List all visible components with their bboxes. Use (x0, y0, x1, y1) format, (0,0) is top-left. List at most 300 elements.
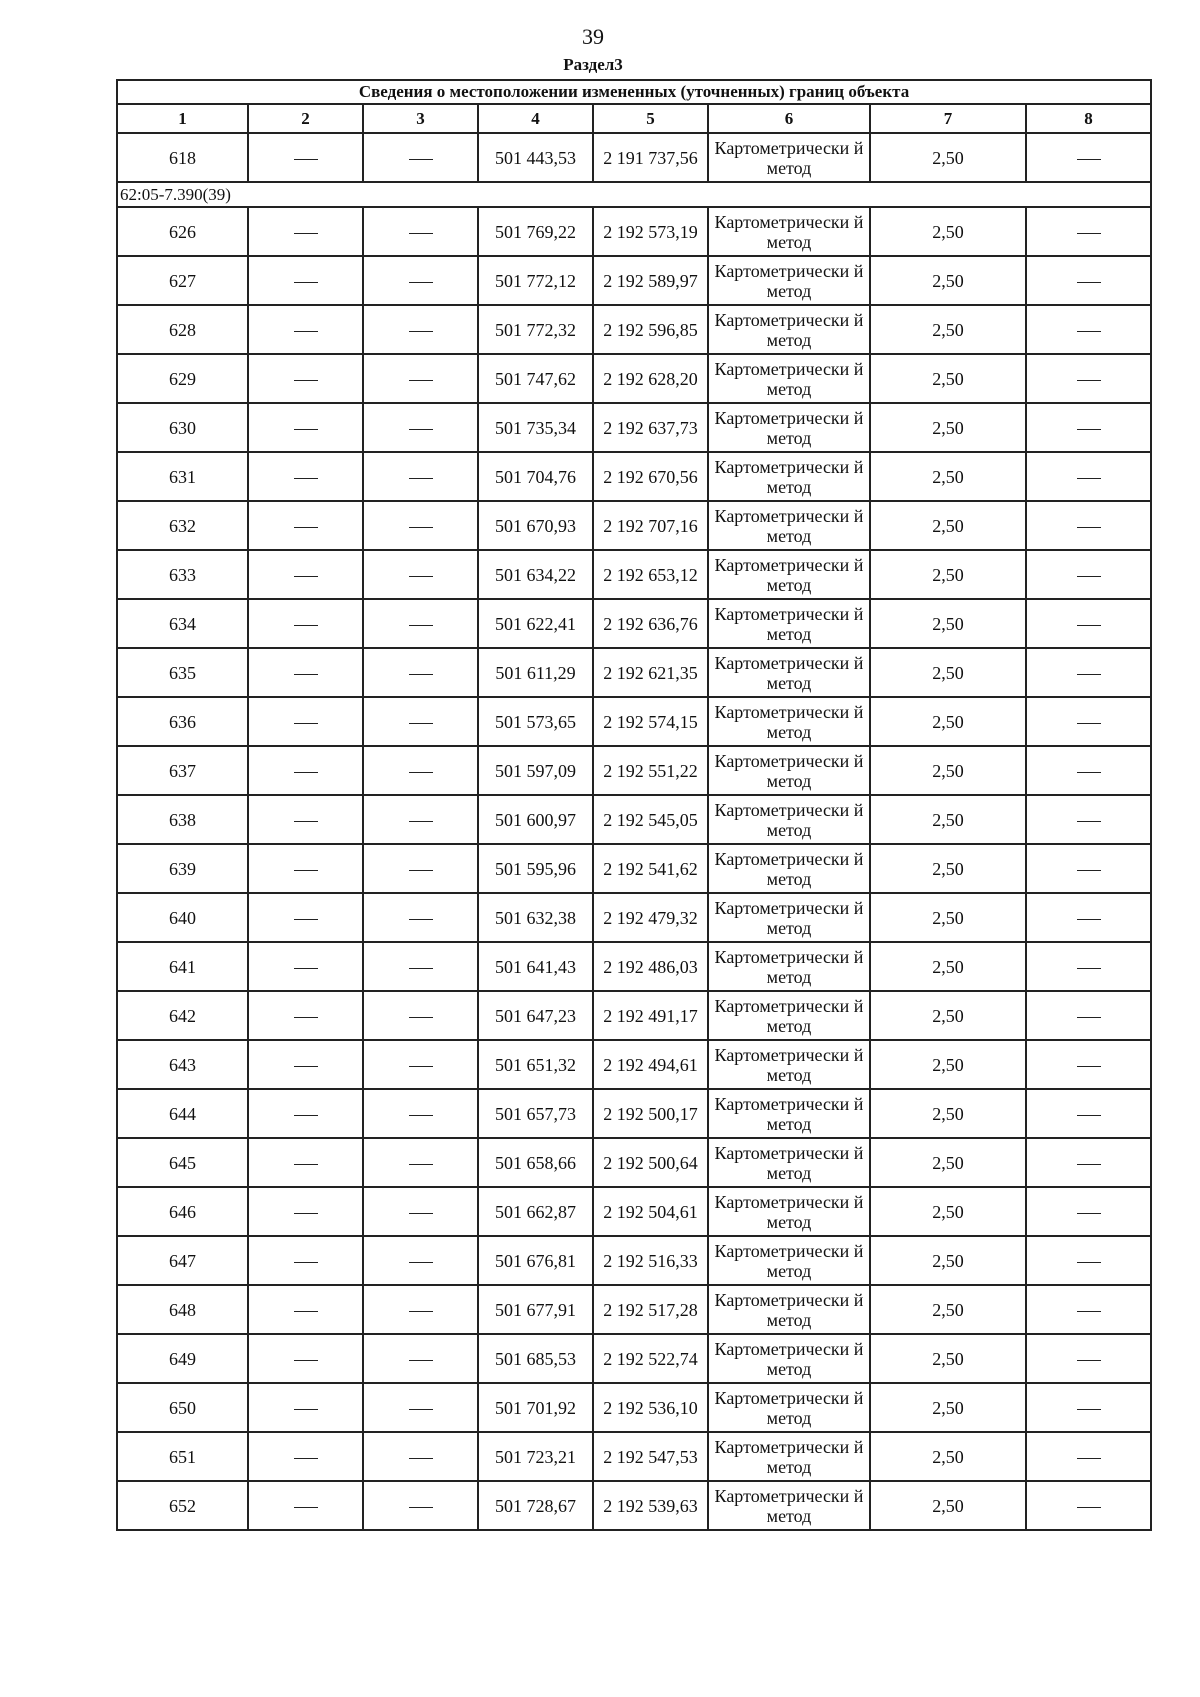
col8-value-cell (1026, 1383, 1151, 1432)
accuracy-cell: 2,50 (870, 133, 1026, 182)
dash-mark (409, 1311, 433, 1312)
point-number-cell: 633 (117, 550, 248, 599)
col8-value-cell (1026, 1089, 1151, 1138)
accuracy-cell: 2,50 (870, 1334, 1026, 1383)
table-row (117, 403, 1151, 452)
col2-value-cell (248, 648, 363, 697)
y-coordinate-cell: 2 192 596,85 (593, 305, 708, 354)
accuracy-cell: 2,50 (870, 1432, 1026, 1481)
method-cell: Картометрически й метод (708, 1236, 870, 1285)
column-header: 1 (117, 104, 248, 133)
accuracy-cell: 2,50 (870, 550, 1026, 599)
accuracy-cell: 2,50 (870, 1481, 1026, 1530)
col2-value-cell (248, 795, 363, 844)
table-row (117, 1040, 1151, 1089)
y-coordinate-cell: 2 192 621,35 (593, 648, 708, 697)
dash-mark (409, 1262, 433, 1263)
x-coordinate-cell: 501 622,41 (478, 599, 593, 648)
method-cell: Картометрически й метод (708, 256, 870, 305)
table-row (117, 207, 1151, 256)
dash-mark (409, 968, 433, 969)
dash-mark (1077, 1507, 1101, 1508)
col2-value-cell (248, 1285, 363, 1334)
accuracy-cell: 2,50 (870, 1236, 1026, 1285)
table-row (117, 1089, 1151, 1138)
table-title-row (117, 80, 1151, 104)
col2-value-cell (248, 1481, 363, 1530)
x-coordinate-cell: 501 657,73 (478, 1089, 593, 1138)
table-row (117, 1432, 1151, 1481)
accuracy-cell: 2,50 (870, 1089, 1026, 1138)
accuracy-cell: 2,50 (870, 599, 1026, 648)
accuracy-cell: 2,50 (870, 942, 1026, 991)
column-header: 2 (248, 104, 363, 133)
col2-value-cell (248, 1383, 363, 1432)
point-number-cell: 626 (117, 207, 248, 256)
x-coordinate-cell: 501 769,22 (478, 207, 593, 256)
y-coordinate-cell: 2 192 536,10 (593, 1383, 708, 1432)
x-coordinate-cell: 501 651,32 (478, 1040, 593, 1089)
table-row (117, 795, 1151, 844)
column-header: 3 (363, 104, 478, 133)
col8-value-cell (1026, 844, 1151, 893)
y-coordinate-cell: 2 192 589,97 (593, 256, 708, 305)
page-number: 39 (582, 24, 604, 49)
table-row (117, 1481, 1151, 1530)
col2-value-cell (248, 1432, 363, 1481)
col2-value-cell (248, 942, 363, 991)
method-cell: Картометрически й метод (708, 1481, 870, 1530)
table-row (117, 1334, 1151, 1383)
table-row (117, 1187, 1151, 1236)
dash-mark (294, 429, 318, 430)
y-coordinate-cell: 2 192 516,33 (593, 1236, 708, 1285)
col8-value-cell (1026, 991, 1151, 1040)
x-coordinate-cell: 501 728,67 (478, 1481, 593, 1530)
point-number-cell: 650 (117, 1383, 248, 1432)
column-header: 6 (708, 104, 870, 133)
dash-mark (294, 331, 318, 332)
method-cell: Картометрически й метод (708, 305, 870, 354)
col3-value-cell (363, 1089, 478, 1138)
col2-value-cell (248, 207, 363, 256)
table-row (117, 746, 1151, 795)
col8-value-cell (1026, 354, 1151, 403)
accuracy-cell: 2,50 (870, 403, 1026, 452)
dash-mark (1077, 282, 1101, 283)
dash-mark (294, 919, 318, 920)
point-number-cell: 637 (117, 746, 248, 795)
table-row (117, 133, 1151, 182)
dash-mark (294, 870, 318, 871)
y-coordinate-cell: 2 192 500,17 (593, 1089, 708, 1138)
dash-mark (294, 1066, 318, 1067)
table-row (117, 550, 1151, 599)
col2-value-cell (248, 403, 363, 452)
dash-mark (1077, 429, 1101, 430)
col8-value-cell (1026, 697, 1151, 746)
x-coordinate-cell: 501 676,81 (478, 1236, 593, 1285)
col8-value-cell (1026, 1187, 1151, 1236)
x-coordinate-cell: 501 677,91 (478, 1285, 593, 1334)
dash-mark (409, 576, 433, 577)
col8-value-cell (1026, 501, 1151, 550)
x-coordinate-cell: 501 595,96 (478, 844, 593, 893)
dash-mark (409, 1409, 433, 1410)
col2-value-cell (248, 1138, 363, 1187)
y-coordinate-cell: 2 192 545,05 (593, 795, 708, 844)
accuracy-cell: 2,50 (870, 207, 1026, 256)
dash-mark (409, 1164, 433, 1165)
point-number-cell: 627 (117, 256, 248, 305)
dash-mark (1077, 380, 1101, 381)
x-coordinate-cell: 501 600,97 (478, 795, 593, 844)
accuracy-cell: 2,50 (870, 1138, 1026, 1187)
point-number-cell: 644 (117, 1089, 248, 1138)
col8-value-cell (1026, 599, 1151, 648)
point-number-cell: 649 (117, 1334, 248, 1383)
x-coordinate-cell: 501 701,92 (478, 1383, 593, 1432)
col2-value-cell (248, 501, 363, 550)
dash-mark (294, 159, 318, 160)
method-cell: Картометрически й метод (708, 354, 870, 403)
col3-value-cell (363, 1187, 478, 1236)
dash-mark (294, 380, 318, 381)
dash-mark (1077, 478, 1101, 479)
x-coordinate-cell: 501 611,29 (478, 648, 593, 697)
y-coordinate-cell: 2 192 541,62 (593, 844, 708, 893)
dash-mark (409, 1507, 433, 1508)
dash-mark (1077, 968, 1101, 969)
dash-mark (1077, 233, 1101, 234)
y-coordinate-cell: 2 192 539,63 (593, 1481, 708, 1530)
dash-mark (294, 1360, 318, 1361)
col3-value-cell (363, 1481, 478, 1530)
col3-value-cell (363, 746, 478, 795)
method-cell: Картометрически й метод (708, 1383, 870, 1432)
point-number-cell: 640 (117, 893, 248, 942)
point-number-cell: 648 (117, 1285, 248, 1334)
col8-value-cell (1026, 305, 1151, 354)
column-header: 4 (478, 104, 593, 133)
accuracy-cell: 2,50 (870, 795, 1026, 844)
dash-mark (1077, 576, 1101, 577)
col2-value-cell (248, 991, 363, 1040)
dash-mark (294, 968, 318, 969)
dash-mark (294, 1409, 318, 1410)
y-coordinate-cell: 2 192 574,15 (593, 697, 708, 746)
dash-mark (294, 723, 318, 724)
accuracy-cell: 2,50 (870, 305, 1026, 354)
col2-value-cell (248, 354, 363, 403)
dash-mark (1077, 1409, 1101, 1410)
accuracy-cell: 2,50 (870, 893, 1026, 942)
col2-value-cell (248, 133, 363, 182)
y-coordinate-cell: 2 192 707,16 (593, 501, 708, 550)
col3-value-cell (363, 991, 478, 1040)
x-coordinate-cell: 501 735,34 (478, 403, 593, 452)
col8-value-cell (1026, 1236, 1151, 1285)
x-coordinate-cell: 501 723,21 (478, 1432, 593, 1481)
dash-mark (409, 159, 433, 160)
dash-mark (1077, 1115, 1101, 1116)
method-cell: Картометрически й метод (708, 991, 870, 1040)
x-coordinate-cell: 501 597,09 (478, 746, 593, 795)
y-coordinate-cell: 2 192 522,74 (593, 1334, 708, 1383)
x-coordinate-cell: 501 658,66 (478, 1138, 593, 1187)
column-header: 8 (1026, 104, 1151, 133)
dash-mark (1077, 919, 1101, 920)
y-coordinate-cell: 2 192 628,20 (593, 354, 708, 403)
y-coordinate-cell: 2 191 737,56 (593, 133, 708, 182)
boundary-table (116, 79, 1152, 1531)
method-cell: Картометрически й метод (708, 795, 870, 844)
dash-mark (294, 1262, 318, 1263)
accuracy-cell: 2,50 (870, 648, 1026, 697)
x-coordinate-cell: 501 670,93 (478, 501, 593, 550)
dash-mark (294, 282, 318, 283)
col3-value-cell (363, 1138, 478, 1187)
method-cell: Картометрически й метод (708, 452, 870, 501)
x-coordinate-cell: 501 641,43 (478, 942, 593, 991)
table-row (117, 1383, 1151, 1432)
point-number-cell: 628 (117, 305, 248, 354)
y-coordinate-cell: 2 192 479,32 (593, 893, 708, 942)
accuracy-cell: 2,50 (870, 1187, 1026, 1236)
col3-value-cell (363, 207, 478, 256)
dash-mark (294, 1213, 318, 1214)
col8-value-cell (1026, 795, 1151, 844)
y-coordinate-cell: 2 192 517,28 (593, 1285, 708, 1334)
method-cell: Картометрически й метод (708, 550, 870, 599)
col3-value-cell (363, 550, 478, 599)
col3-value-cell (363, 133, 478, 182)
dash-mark (409, 1458, 433, 1459)
col8-value-cell (1026, 942, 1151, 991)
point-number-cell: 629 (117, 354, 248, 403)
table-title: Сведения о местоположении измененных (уточненных) границ объекта (117, 80, 1151, 104)
x-coordinate-cell: 501 634,22 (478, 550, 593, 599)
table-row (117, 1138, 1151, 1187)
table-row (117, 256, 1151, 305)
col8-value-cell (1026, 746, 1151, 795)
table-row (117, 893, 1151, 942)
point-number-cell: 618 (117, 133, 248, 182)
y-coordinate-cell: 2 192 547,53 (593, 1432, 708, 1481)
table-row (117, 354, 1151, 403)
point-number-cell: 647 (117, 1236, 248, 1285)
point-number-cell: 641 (117, 942, 248, 991)
dash-mark (1077, 870, 1101, 871)
method-cell: Картометрически й метод (708, 1187, 870, 1236)
y-coordinate-cell: 2 192 551,22 (593, 746, 708, 795)
method-cell: Картометрически й метод (708, 501, 870, 550)
col3-value-cell (363, 599, 478, 648)
column-header: 7 (870, 104, 1026, 133)
x-coordinate-cell: 501 772,32 (478, 305, 593, 354)
dash-mark (294, 625, 318, 626)
point-number-cell: 638 (117, 795, 248, 844)
x-coordinate-cell: 501 747,62 (478, 354, 593, 403)
col2-value-cell (248, 1236, 363, 1285)
dash-mark (294, 1164, 318, 1165)
dash-mark (409, 233, 433, 234)
y-coordinate-cell: 2 192 670,56 (593, 452, 708, 501)
dash-mark (1077, 821, 1101, 822)
column-header: 5 (593, 104, 708, 133)
method-cell: Картометрически й метод (708, 133, 870, 182)
dash-mark (409, 282, 433, 283)
table-row (117, 942, 1151, 991)
y-coordinate-cell: 2 192 491,17 (593, 991, 708, 1040)
dash-mark (1077, 674, 1101, 675)
col8-value-cell (1026, 452, 1151, 501)
accuracy-cell: 2,50 (870, 844, 1026, 893)
accuracy-cell: 2,50 (870, 1285, 1026, 1334)
table-row (117, 991, 1151, 1040)
col2-value-cell (248, 599, 363, 648)
accuracy-cell: 2,50 (870, 256, 1026, 305)
col2-value-cell (248, 697, 363, 746)
col2-value-cell (248, 1040, 363, 1089)
col8-value-cell (1026, 403, 1151, 452)
dash-mark (409, 625, 433, 626)
dash-mark (1077, 723, 1101, 724)
accuracy-cell: 2,50 (870, 991, 1026, 1040)
x-coordinate-cell: 501 772,12 (478, 256, 593, 305)
dash-mark (294, 576, 318, 577)
accuracy-cell: 2,50 (870, 501, 1026, 550)
table-row (117, 599, 1151, 648)
col8-value-cell (1026, 1432, 1151, 1481)
accuracy-cell: 2,50 (870, 746, 1026, 795)
method-cell: Картометрически й метод (708, 844, 870, 893)
x-coordinate-cell: 501 685,53 (478, 1334, 593, 1383)
y-coordinate-cell: 2 192 486,03 (593, 942, 708, 991)
dash-mark (409, 1115, 433, 1116)
dash-mark (294, 1458, 318, 1459)
accuracy-cell: 2,50 (870, 1040, 1026, 1089)
col3-value-cell (363, 1383, 478, 1432)
col2-value-cell (248, 746, 363, 795)
col2-value-cell (248, 452, 363, 501)
col2-value-cell (248, 844, 363, 893)
col3-value-cell (363, 844, 478, 893)
column-header-row (117, 104, 1151, 133)
y-coordinate-cell: 2 192 500,64 (593, 1138, 708, 1187)
point-number-cell: 632 (117, 501, 248, 550)
col2-value-cell (248, 550, 363, 599)
col2-value-cell (248, 1334, 363, 1383)
dash-mark (1077, 1164, 1101, 1165)
accuracy-cell: 2,50 (870, 1383, 1026, 1432)
dash-mark (1077, 1311, 1101, 1312)
x-coordinate-cell: 501 632,38 (478, 893, 593, 942)
x-coordinate-cell: 501 704,76 (478, 452, 593, 501)
accuracy-cell: 2,50 (870, 354, 1026, 403)
col3-value-cell (363, 648, 478, 697)
dash-mark (409, 478, 433, 479)
dash-mark (294, 772, 318, 773)
table-row (117, 305, 1151, 354)
table-row (117, 648, 1151, 697)
point-number-cell: 652 (117, 1481, 248, 1530)
col8-value-cell (1026, 1481, 1151, 1530)
y-coordinate-cell: 2 192 494,61 (593, 1040, 708, 1089)
col3-value-cell (363, 795, 478, 844)
dash-mark (409, 919, 433, 920)
point-number-cell: 645 (117, 1138, 248, 1187)
method-cell: Картометрически й метод (708, 1334, 870, 1383)
dash-mark (294, 821, 318, 822)
dash-mark (409, 527, 433, 528)
cadastral-group-row (117, 182, 1151, 207)
y-coordinate-cell: 2 192 504,61 (593, 1187, 708, 1236)
col3-value-cell (363, 256, 478, 305)
dash-mark (1077, 625, 1101, 626)
dash-mark (409, 429, 433, 430)
method-cell: Картометрически й метод (708, 746, 870, 795)
col3-value-cell (363, 1285, 478, 1334)
point-number-cell: 636 (117, 697, 248, 746)
col2-value-cell (248, 256, 363, 305)
dash-mark (1077, 772, 1101, 773)
method-cell: Картометрически й метод (708, 207, 870, 256)
dash-mark (1077, 1360, 1101, 1361)
col8-value-cell (1026, 1138, 1151, 1187)
col8-value-cell (1026, 256, 1151, 305)
table-row (117, 501, 1151, 550)
table-row (117, 1285, 1151, 1334)
dash-mark (1077, 331, 1101, 332)
col8-value-cell (1026, 1040, 1151, 1089)
method-cell: Картометрически й метод (708, 1138, 870, 1187)
col2-value-cell (248, 1187, 363, 1236)
col3-value-cell (363, 354, 478, 403)
method-cell: Картометрически й метод (708, 648, 870, 697)
accuracy-cell: 2,50 (870, 452, 1026, 501)
method-cell: Картометрически й метод (708, 403, 870, 452)
dash-mark (409, 1017, 433, 1018)
dash-mark (294, 1507, 318, 1508)
dash-mark (409, 1360, 433, 1361)
point-number-cell: 643 (117, 1040, 248, 1089)
col8-value-cell (1026, 648, 1151, 697)
method-cell: Картометрически й метод (708, 893, 870, 942)
col8-value-cell (1026, 893, 1151, 942)
section-title: Раздел3 (563, 55, 623, 74)
col3-value-cell (363, 452, 478, 501)
method-cell: Картометрически й метод (708, 1089, 870, 1138)
col2-value-cell (248, 1089, 363, 1138)
point-number-cell: 642 (117, 991, 248, 1040)
x-coordinate-cell: 501 443,53 (478, 133, 593, 182)
table-row (117, 1236, 1151, 1285)
dash-mark (409, 821, 433, 822)
dash-mark (294, 674, 318, 675)
method-cell: Картометрически й метод (708, 1285, 870, 1334)
col3-value-cell (363, 403, 478, 452)
x-coordinate-cell: 501 647,23 (478, 991, 593, 1040)
dash-mark (1077, 1017, 1101, 1018)
col3-value-cell (363, 501, 478, 550)
col3-value-cell (363, 893, 478, 942)
col3-value-cell (363, 697, 478, 746)
col2-value-cell (248, 305, 363, 354)
cadastral-group-label: 62:05-7.390(39) (117, 182, 1151, 207)
col3-value-cell (363, 1432, 478, 1481)
dash-mark (294, 233, 318, 234)
